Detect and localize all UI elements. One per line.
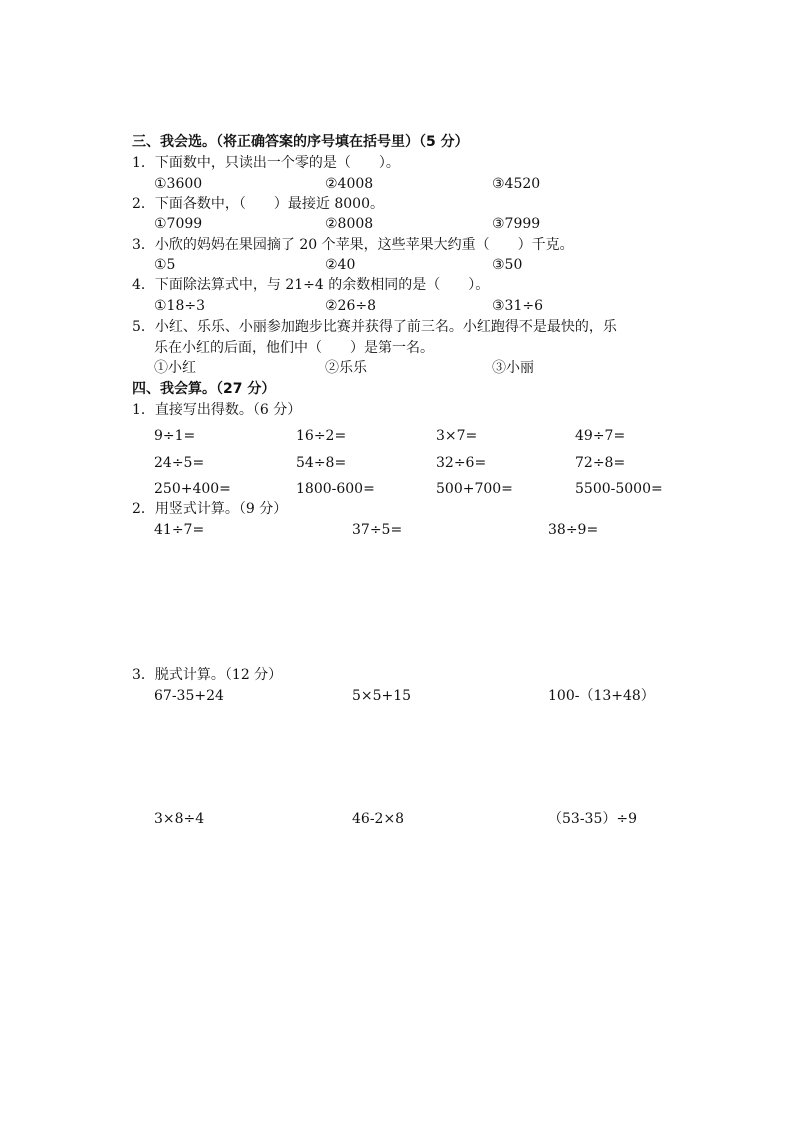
- q5-option-3: ③小丽: [492, 360, 534, 376]
- part-1-title: 1．直接写出得数。（6 分）: [132, 402, 302, 418]
- question-5: 5．小红、乐乐、小丽参加跑步比赛并获得了前三名。小红跑得不是最快的，乐: [132, 319, 617, 335]
- q1-option-3: ③4520: [492, 176, 541, 192]
- mental-math-item: 5500-5000=: [575, 481, 663, 497]
- mental-math-item: 16÷2=: [296, 428, 347, 444]
- mental-math-item: 500+700=: [436, 481, 513, 497]
- part-3-title: 3．脱式计算。（12 分）: [132, 667, 283, 683]
- q5-option-2: ②乐乐: [325, 360, 367, 376]
- step-calc-item: 67-35+24: [154, 688, 224, 704]
- q4-option-2: ②26÷8: [325, 298, 377, 314]
- section-4-title: 四、我会算。（27 分）: [132, 381, 276, 397]
- part-2-title: 2．用竖式计算。（9 分）: [132, 501, 288, 517]
- mental-math-item: 49÷7=: [575, 428, 626, 444]
- mental-math-item: 32÷6=: [436, 455, 487, 471]
- q4-option-3: ③31÷6: [492, 298, 544, 314]
- mental-math-item: 72÷8=: [575, 455, 626, 471]
- q3-option-3: ③50: [492, 257, 523, 273]
- q1-option-2: ②4008: [325, 176, 374, 192]
- vertical-calc-item: 41÷7=: [154, 522, 205, 538]
- step-calc-item: 5×5+15: [352, 688, 412, 704]
- mental-math-item: 24÷5=: [154, 455, 205, 471]
- question-4: 4．下面除法算式中，与 21÷4 的余数相同的是（ ）。: [132, 277, 490, 293]
- step-calc-item: 3×8÷4: [154, 811, 205, 827]
- question-1: 1．下面数中，只读出一个零的是（ ）。: [132, 155, 400, 171]
- question-5-line-2: 乐在小红的后面，他们中（ ）是第一名。: [154, 340, 434, 356]
- section-3-title: 三、我会选。（将正确答案的序号填在括号里）（5 分）: [132, 134, 469, 150]
- mental-math-item: 54÷8=: [296, 455, 347, 471]
- q4-option-1: ①18÷3: [154, 298, 206, 314]
- q2-option-3: ③7999: [492, 216, 541, 232]
- mental-math-item: 1800-600=: [296, 481, 375, 497]
- question-3: 3．小欣的妈妈在果园摘了 20 个苹果，这些苹果大约重（ ）千克。: [132, 237, 574, 253]
- mental-math-item: 3×7=: [436, 428, 478, 444]
- step-calc-item: （53-35）÷9: [548, 811, 637, 827]
- question-2: 2．下面各数中，（ ）最接近 8000。: [132, 196, 384, 212]
- q3-option-1: ①5: [154, 257, 176, 273]
- q5-option-1: ①小红: [154, 360, 196, 376]
- mental-math-item: 250+400=: [154, 481, 231, 497]
- q2-option-1: ①7099: [154, 216, 203, 232]
- q3-option-2: ②40: [325, 257, 356, 273]
- mental-math-item: 9÷1=: [154, 428, 196, 444]
- step-calc-item: 100-（13+48）: [548, 688, 655, 704]
- step-calc-item: 46-2×8: [352, 811, 405, 827]
- vertical-calc-item: 38÷9=: [548, 522, 599, 538]
- q2-option-2: ②8008: [325, 216, 374, 232]
- vertical-calc-item: 37÷5=: [352, 522, 403, 538]
- q1-option-1: ①3600: [154, 176, 203, 192]
